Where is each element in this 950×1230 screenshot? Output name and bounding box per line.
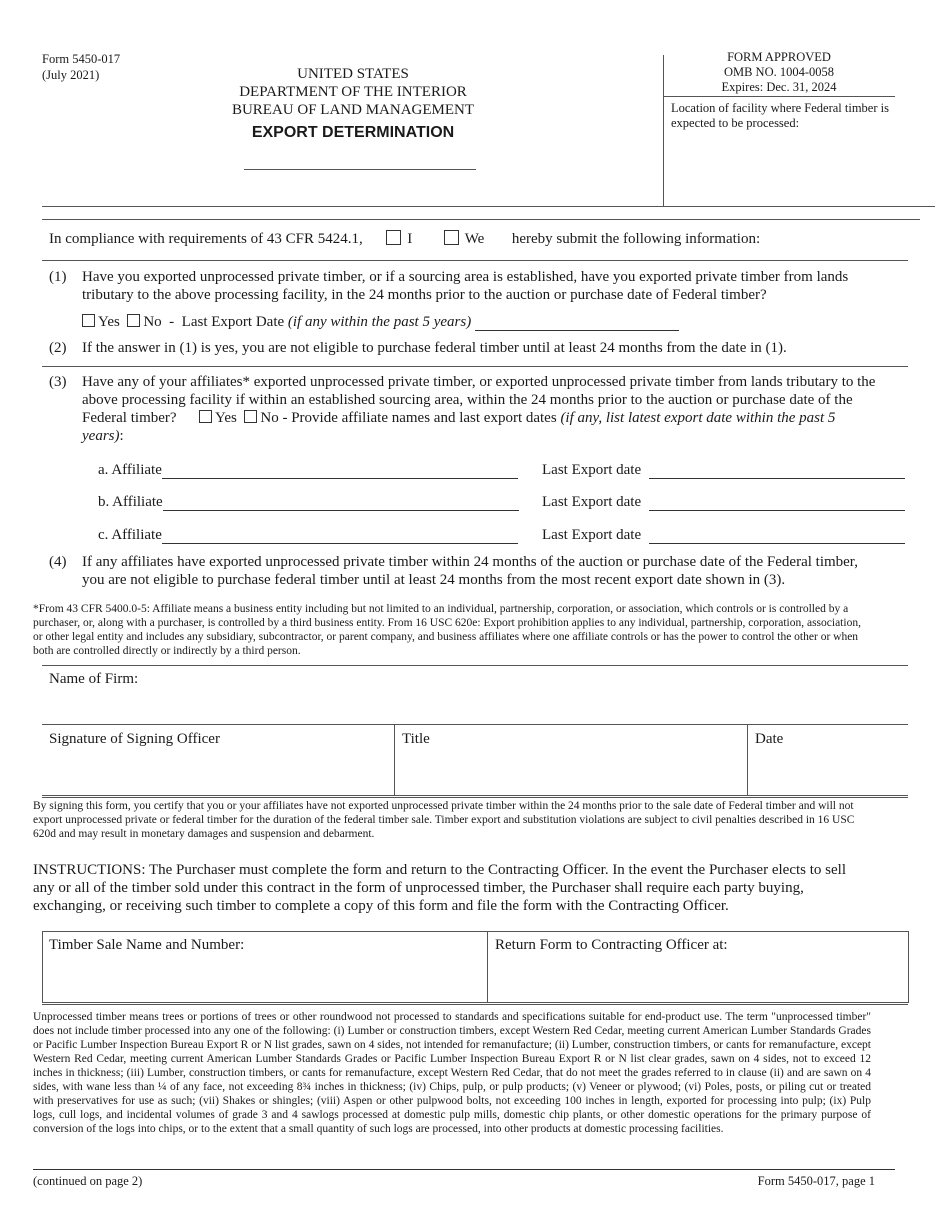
sale-left-border bbox=[42, 931, 43, 1003]
sale-right-border bbox=[908, 931, 909, 1003]
continued-note: (continued on page 2) bbox=[33, 1174, 143, 1188]
title-field[interactable]: Title bbox=[402, 731, 430, 747]
q3-no-label: No - Provide affiliate names and last export dates bbox=[260, 410, 557, 426]
affiliate-b-date-input[interactable] bbox=[649, 496, 905, 511]
page-number: Form 5450-017, page 1 bbox=[757, 1174, 875, 1188]
q3-note: (if any, list latest export date within the past 5 years) bbox=[82, 410, 836, 444]
checkbox-i[interactable] bbox=[386, 230, 401, 245]
header-bottom-rule-2 bbox=[42, 219, 920, 220]
q3-colon: : bbox=[119, 428, 124, 444]
footer-rule bbox=[33, 1169, 895, 1170]
q2-text: If the answer in (1) is yes, you are not eligible to purchase federal timber until at least 24 months from the date in (1). bbox=[82, 340, 787, 356]
q1-no-checkbox[interactable] bbox=[127, 314, 140, 327]
header-bottom-rule bbox=[42, 206, 935, 207]
omb-approval bbox=[663, 50, 895, 95]
affiliate-a-label: a. Affiliate bbox=[98, 462, 162, 478]
q2-number: (2) bbox=[49, 340, 67, 356]
agency-line-2: DEPARTMENT OF THE INTERIOR bbox=[239, 84, 467, 100]
affiliate-row-a bbox=[98, 461, 518, 479]
approval-line-2: OMB NO. 1004-0058 bbox=[723, 65, 835, 79]
agency-line-3: BUREAU OF LAND MANAGEMENT bbox=[231, 102, 475, 118]
agency-line-1: UNITED STATES bbox=[297, 66, 409, 82]
instructions-text: INSTRUCTIONS: The Purchaser must complete the form and return to the Contracting Officer. In the event the Purchaser elects to sell any or all of the timber sold under this contract in the form of unprocessed timber, the Purchaser shall require each party buying, exchanging, or receiving such timber to complete a copy of this form and file the form with the Contracting Officer. bbox=[33, 862, 846, 914]
title-rule bbox=[244, 169, 476, 170]
q3-no-checkbox[interactable] bbox=[244, 410, 257, 423]
approval-rule bbox=[663, 96, 895, 97]
signature-rule bbox=[42, 795, 908, 796]
signature-field[interactable]: Signature of Signing Officer bbox=[49, 731, 220, 747]
certification-text: By signing this form, you certify that you or your affiliates have not exported unprocessed private timber within the 24 months prior to the sale date of Federal timber and will not export unprocessed private or federal timber for the duration of the federal timber sale. Timber export and substitution violations are subject to civil penalties described in 16 USC 620d and may result in monetary damages and suspension and debarment. bbox=[33, 800, 855, 840]
q3-number: (3) bbox=[49, 374, 67, 390]
affiliate-c-input[interactable] bbox=[162, 529, 518, 544]
signature-rule-2 bbox=[42, 797, 908, 798]
affiliate-b-input[interactable] bbox=[163, 496, 519, 511]
sale-bottom-rule-2 bbox=[42, 1004, 908, 1005]
compliance-rule bbox=[42, 260, 908, 261]
affiliate-b-label: b. Affiliate bbox=[98, 494, 163, 510]
date-field[interactable]: Date bbox=[755, 731, 784, 747]
affiliate-row-a-date bbox=[542, 461, 905, 479]
affiliate-row-b bbox=[98, 493, 519, 511]
q4-number: (4) bbox=[49, 554, 67, 570]
firm-name-field[interactable]: Name of Firm: bbox=[49, 671, 139, 687]
q3-text: Have any of your affiliates* exported unprocessed private timber, or exported unprocessed private timber from lands tributary to the above processing facility if within an established sourcing area, within the 24 months prior to the auction or purchase date of the Federal timber? bbox=[82, 374, 876, 426]
q1-last-export-input[interactable] bbox=[475, 316, 679, 331]
q3-yes-checkbox[interactable] bbox=[199, 410, 212, 423]
affiliate-row-b-date bbox=[542, 493, 905, 511]
footnote-rule bbox=[42, 665, 908, 666]
q1-text: Have you exported unprocessed private timber, or if a sourcing area is established, have you exported private timber from lands tributary to the above processing facility, in the 24 months prior to the auction or purchase date of Federal timber? bbox=[82, 269, 849, 303]
timber-sale-field[interactable]: Timber Sale Name and Number: bbox=[49, 937, 245, 953]
affiliate-a-input[interactable] bbox=[162, 464, 518, 479]
compliance-line bbox=[49, 230, 760, 248]
q1-last-export-note: (if any within the past 5 years) bbox=[287, 314, 472, 330]
sale-divider bbox=[487, 931, 488, 1003]
affiliate-b-date-label: Last Export date bbox=[542, 494, 642, 510]
affiliate-footnote: *From 43 CFR 5400.0-5: Affiliate means a business entity including but not limited to an individual, partnership, corporation, or association, which controls or is controlled by a purchaser, or, along with a purchaser, is controlled by a third business entity. From 16 USC 620e: Export prohibition applies to any individual, partnership, corporation, association, or other legal entity and includes any subsidiary, subcontractor, or parent company, and business affiliates where one affiliate controls or has the power to control the other or when both are controlled directly or indirectly by a third person. bbox=[33, 603, 861, 657]
q1-dash: - bbox=[169, 314, 175, 330]
facility-location-field[interactable]: Location of facility where Federal timber is expected to be processed: bbox=[671, 101, 889, 130]
q1-number: (1) bbox=[49, 269, 67, 285]
q1-yes-checkbox[interactable] bbox=[82, 314, 95, 327]
q1-answer-line bbox=[82, 313, 679, 331]
affiliate-c-date-input[interactable] bbox=[649, 529, 905, 544]
firm-rule bbox=[42, 724, 908, 725]
checkbox-we[interactable] bbox=[444, 230, 459, 245]
signature-divider-2 bbox=[747, 724, 748, 796]
q1-yes-label: Yes bbox=[98, 314, 120, 330]
affiliate-a-date-input[interactable] bbox=[649, 464, 905, 479]
approval-line-3: Expires: Dec. 31, 2024 bbox=[721, 80, 837, 94]
q1-no-label: No bbox=[143, 314, 162, 330]
affiliate-c-date-label: Last Export date bbox=[542, 527, 642, 543]
form-number: Form 5450-017 bbox=[42, 52, 121, 66]
q3-block bbox=[82, 373, 877, 445]
option-we-label: We bbox=[464, 231, 485, 247]
approval-line-1: FORM APPROVED bbox=[727, 50, 831, 64]
affiliate-row-c-date bbox=[542, 526, 905, 544]
q2-rule bbox=[42, 366, 908, 367]
q4-text: If any affiliates have exported unprocessed private timber within 24 months of the auction or purchase date of the Federal timber, you are not eligible to purchase federal timber until at least 24 months from the most recent export date shown in (3). bbox=[82, 554, 858, 588]
sale-bottom-rule bbox=[42, 1002, 908, 1003]
affiliate-a-date-label: Last Export date bbox=[542, 462, 642, 478]
compliance-prefix: In compliance with requirements of 43 CFR 5424.1, bbox=[49, 231, 363, 247]
signature-divider-1 bbox=[394, 724, 395, 796]
sale-top-rule bbox=[42, 931, 908, 932]
affiliate-row-c bbox=[98, 526, 518, 544]
compliance-suffix: hereby submit the following information: bbox=[511, 231, 761, 247]
page-title: EXPORT DETERMINATION bbox=[251, 124, 455, 141]
unprocessed-timber-definition: Unprocessed timber means trees or portions of trees or other roundwood not processed to standards and specifications suitable for end-product use. The term "unprocessed timber" does not include timber processed into any one of the following: (i) Lumber or construction timbers, except Western Red Cedar, meeting current American Lumber Standards Grades or Pacific Lumber Inspection Bureau Export R or N list grades, sawn on 4 sides, not intended for remanufacture; (ii) Lumber, construction timbers, or cants for remanufacture, except Western Red Cedar, meeting current American Lumber Standards Grades or Pacific Lumber Inspection Bureau Export R or N list clear grades, sawn on 4 sides, not to exceed 12 inches in thickness; (iii) Lumber, construction timbers, or cants for remanufacture, except Western Red Cedar, that do not meet the grades referred to in clause (ii) and are sawn on 4 sides, with wane less than ¼ of any face, not exceeding 8¾ inches in thickness; (iv) Chips, pulp, or pulp products; (v) Veneer or plywood; (vi) Poles, posts, or piling cut or treated with preservatives for use as such; (vii) Shakes or shingles; (viii) Aspen or other pulpwood bolts, not exceeding 100 inches in length, exported for processing into pulp; (ix) Pulp logs, cull logs, and incidental volumes of grade 3 and 4 sawlogs processed at domestic pulp mills, domestic chip plants, or other domestic operations for the primary purpose of conversion of the logs into chips, or to the extent that a small quantity of such logs are processed, into other products at domestic processing facilities. bbox=[33, 1011, 871, 1135]
agency-block bbox=[222, 65, 484, 142]
affiliate-c-label: c. Affiliate bbox=[98, 527, 162, 543]
option-i-label: I bbox=[407, 231, 413, 247]
q1-last-export-label: Last Export Date bbox=[181, 314, 285, 330]
return-form-field[interactable]: Return Form to Contracting Officer at: bbox=[495, 937, 728, 953]
form-date: (July 2021) bbox=[42, 68, 100, 82]
q3-yes-label: Yes bbox=[215, 410, 237, 426]
